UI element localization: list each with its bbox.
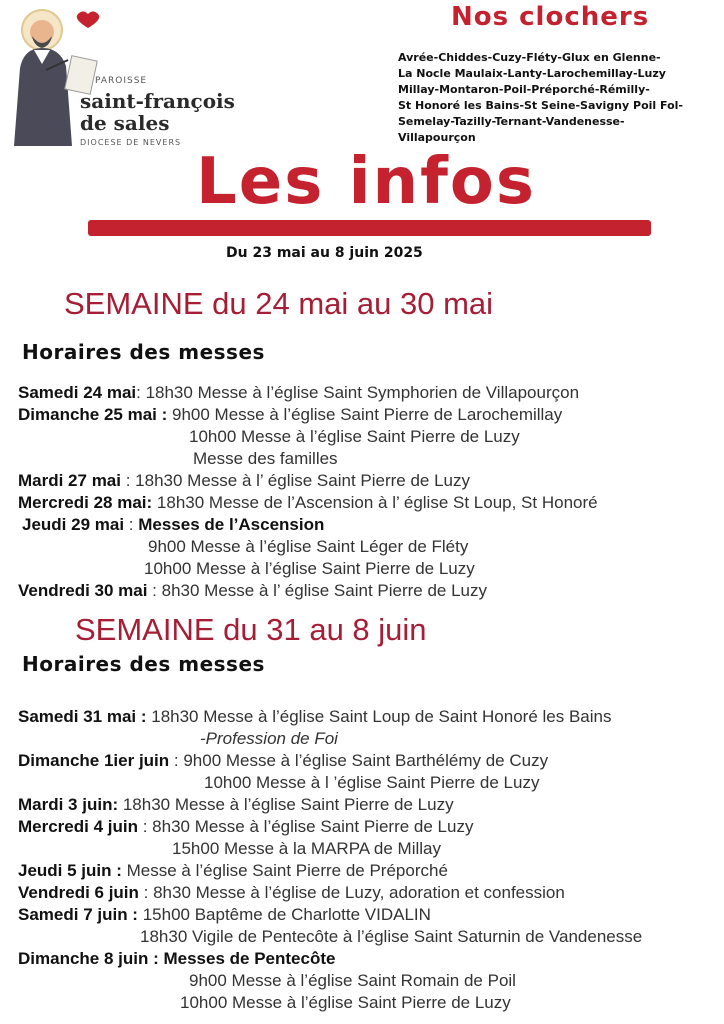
week2-line: 10h00 Messe à l ’église Saint Pierre de Luzy [204,773,540,792]
clochers-line: St Honoré les Bains-St Seine-Savigny Poil Fol- [398,99,683,112]
week1-line: 10h00 Messe à l’église Saint Pierre de Luzy [144,559,475,578]
week1-title: SEMAINE du 24 mai au 30 mai [64,286,494,321]
week2-horaires-heading: Horaires des messes [22,652,265,676]
week2-line: Samedi 31 mai : 18h30 Messe à l’église Saint Loup de Saint Honoré les Bains [18,707,612,726]
clochers-title: Nos clochers [451,2,650,32]
week2-line: -Profession de Foi [200,729,338,748]
clochers-line: La Nocle Maulaix-Lanty-Larochemillay-Luzy [398,67,666,80]
clochers-line: Semelay-Tazilly-Ternant-Vandenesse- [398,115,625,128]
week2-title: SEMAINE du 31 au 8 juin [75,612,427,647]
week2-line: Samedi 7 juin : 15h00 Baptême de Charlotte VIDALIN [18,905,431,924]
week1-line: Jeudi 29 mai : Messes de l’Ascension [22,515,325,534]
parish-label: PAROISSE [95,76,148,86]
parish-name-line2: de sales [80,111,170,135]
week2-line: Mardi 3 juin: 18h30 Messe à l’église Saint Pierre de Luzy [18,795,454,814]
week1-line: Messe des familles [193,449,338,468]
week1-line: 9h00 Messe à l’église Saint Léger de Fléty [148,537,469,556]
week2-line: Mercredi 4 juin : 8h30 Messe à l’église Saint Pierre de Luzy [18,817,474,836]
week2-line: Dimanche 1ier juin : 9h00 Messe à l’église Saint Barthélémy de Cuzy [18,751,549,770]
parish-name-line1: saint-françois [80,89,235,113]
week2-line: 10h00 Messe à l’église Saint Pierre de Luzy [180,993,511,1012]
week2-line: 18h30 Vigile de Pentecôte à l’église Saint Saturnin de Vandenesse [140,927,643,946]
clochers-line: Villapourçon [398,131,476,144]
week1-line: 10h00 Messe à l’église Saint Pierre de Luzy [189,427,520,446]
week1-line: Dimanche 25 mai : 9h00 Messe à l’église Saint Pierre de Larochemillay [18,405,563,424]
week1-line: Mardi 27 mai : 18h30 Messe à l’ église Saint Pierre de Luzy [18,471,471,490]
week1-horaires-heading: Horaires des messes [22,340,265,364]
clochers-line: Avrée-Chiddes-Cuzy-Fléty-Glux en Glenne- [398,51,661,64]
week2-line: Vendredi 6 juin : 8h30 Messe à l’église de Luzy, adoration et confession [18,883,565,902]
diocese-label: DIOCESE DE NEVERS [80,138,182,147]
week2-line: 15h00 Messe à la MARPA de Millay [172,839,441,858]
week1-line: Vendredi 30 mai : 8h30 Messe à l’ église Saint Pierre de Luzy [18,581,488,600]
week2-line: Dimanche 8 juin : Messes de Pentecôte [18,949,336,968]
week2-line: Jeudi 5 juin : Messe à l’église Saint Pierre de Préporché [18,861,448,880]
page-title: Les infos [196,145,536,219]
title-underline [88,220,651,236]
clochers-list [398,50,718,146]
week2-line: 9h00 Messe à l’église Saint Romain de Poil [189,971,516,990]
week1-line: Mercredi 28 mai: 18h30 Messe de l’Ascension à l’ église St Loup, St Honoré [18,493,598,512]
date-range: Du 23 mai au 8 juin 2025 [226,245,423,261]
week1-line: Samedi 24 mai: 18h30 Messe à l’église Saint Symphorien de Villapourçon [18,383,580,402]
clochers-line: Millay-Montaron-Poil-Préporché-Rémilly- [398,83,650,96]
